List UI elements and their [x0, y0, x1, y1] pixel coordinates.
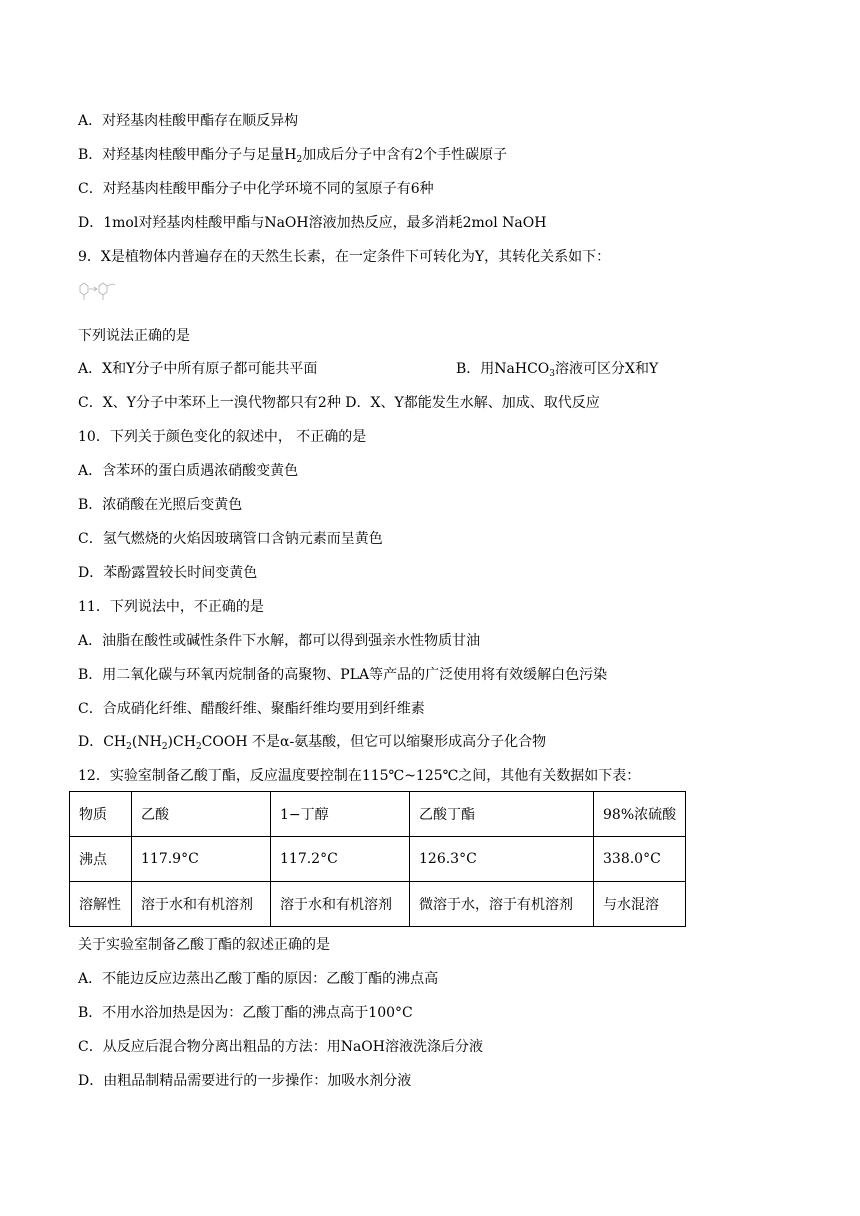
q10-option-b: B．浓硝酸在光照后变黄色 [78, 497, 243, 513]
q11-option-d: D．$CH_2(NH_2)CH_2COOH$ 不是α-氨基酸，但它可以缩聚形成高分子化合物 [78, 734, 547, 752]
table-cell: 338.0°C [594, 837, 686, 882]
table-header-row [70, 792, 686, 837]
q12-option-a: A．不能边反应边蒸出乙酸丁酯的原因：乙酸丁酯的沸点高 [78, 971, 439, 987]
table-cell: 溶于水和有机溶剂 [271, 882, 410, 927]
q10-option-c: C．氢气燃烧的火焰因玻璃管口含钠元素而呈黄色 [78, 531, 383, 547]
table-cell: 溶于水和有机溶剂 [132, 882, 271, 927]
reaction-scheme-image [78, 280, 116, 304]
q8-option-c: C．对羟基肉桂酸甲酯分子中化学环境不同的氢原子有6种 [78, 181, 434, 197]
q10-option-a: A．含苯环的蛋白质遇浓硝酸变黄色 [78, 463, 299, 479]
table-header-cell: 物质 [70, 792, 132, 837]
q9-options-cd: C．X、Y分子中苯环上一溴代物都只有2种 D．X、Y都能发生水解、加成、取代反应 [78, 395, 600, 411]
table-header-cell: 98%浓硫酸 [594, 792, 686, 837]
table-row [70, 882, 686, 927]
q9-option-a: A．X和Y分子中所有原子都可能共平面 [78, 361, 318, 377]
table-cell: 126.3°C [410, 837, 594, 882]
q8-option-b: B．对羟基肉桂酸甲酯分子与足量$H_2$加成后分子中含有2个手性碳原子 [78, 147, 508, 165]
q9-options-ab [78, 359, 778, 379]
table-row [70, 837, 686, 882]
table-cell: 117.9°C [132, 837, 271, 882]
q11-option-b: B．用二氧化碳与环氧丙烷制备的高聚物、PLA等产品的广泛使用将有效缓解白色污染 [78, 667, 608, 683]
q11-option-c: C．合成硝化纤维、醋酸纤维、聚酯纤维均要用到纤维素 [78, 701, 425, 717]
q8-option-a: A．对羟基肉桂酸甲酯存在顺反异构 [78, 113, 299, 129]
data-table [69, 791, 686, 927]
table-header-cell: 乙酸 [132, 792, 271, 837]
q12-prompt: 关于实验室制备乙酸丁酯的叙述正确的是 [78, 937, 330, 953]
q12-option-b: B．不用水浴加热是因为：乙酸丁酯的沸点高于100°C [78, 1005, 413, 1021]
table-cell: 沸点 [70, 837, 132, 882]
q10-stem: 10．下列关于颜色变化的叙述中， 不正确的是 [78, 429, 367, 445]
q9-stem: 9．X是植物体内普遍存在的天然生长素，在一定条件下可转化为Y，其转化关系如下： [78, 249, 611, 265]
table-cell: 与水混溶 [594, 882, 686, 927]
q12-option-d: D．由粗品制精品需要进行的一步操作：加吸水剂分液 [78, 1073, 412, 1089]
q12-stem: 12．实验室制备乙酸丁酯，反应温度要控制在115℃~125℃之间，其他有关数据如下表： [78, 768, 641, 784]
q12-option-c: C．从反应后混合物分离出粗品的方法：用NaOH溶液洗涤后分液 [78, 1039, 483, 1055]
q9-option-b: B．用NaHCO$_3$溶液可区分X和Y [456, 361, 659, 379]
q8-option-d: D．1mol对羟基肉桂酸甲酯与NaOH溶液加热反应，最多消耗2mol NaOH [78, 215, 547, 231]
table-cell: 117.2°C [271, 837, 410, 882]
table-header-cell: 乙酸丁酯 [410, 792, 594, 837]
q9-prompt: 下列说法正确的是 [78, 328, 190, 344]
table-cell: 溶解性 [70, 882, 132, 927]
table-header-cell: 1−丁醇 [271, 792, 410, 837]
q11-option-a: A．油脂在酸性或碱性条件下水解，都可以得到强亲水性物质甘油 [78, 633, 481, 649]
table-cell: 微溶于水，溶于有机溶剂 [410, 882, 594, 927]
q10-option-d: D．苯酚露置较长时间变黄色 [78, 565, 258, 581]
q11-stem: 11．下列说法中，不正确的是 [78, 599, 264, 615]
